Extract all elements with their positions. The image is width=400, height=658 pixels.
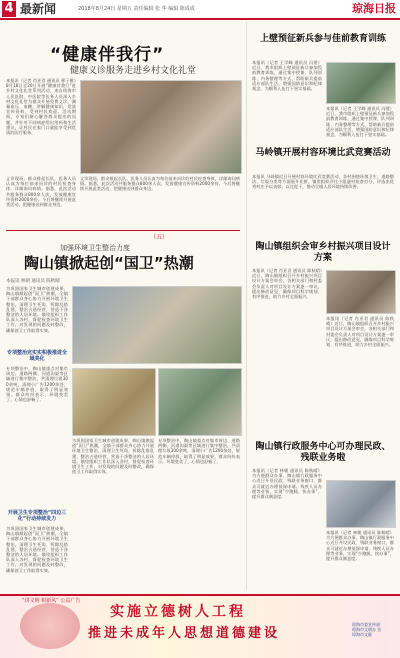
page-header — [0, 0, 400, 20]
article1-photo-main — [80, 80, 242, 174]
banner-issuer: 琼海市委宣传部 琼海市文明办 宣 琼海市文联 — [352, 622, 382, 637]
article6-body-2: 本报讯（记者 林朝 通讯员 陈秋晴）为方便群众办事，陶山镇行政服务中心近日开设民政、残联业务窗口，群众可就近办理低保申请、残疾人证办理等业务，实现“少跑腿、快办事”，提升群众满意度。 — [326, 530, 394, 562]
article6-body: 本报讯（记者 林朝 通讯员 陈秋晴）为方便群众办事，陶山镇行政服务中心近日开设民政、残联业务窗口，群众可就近办理低保申请、残疾人证办理等业务，实现“少跑腿、快办事”，提升群众满意度。 — [252, 468, 322, 500]
article2-tag: （五） — [150, 234, 169, 241]
article2-body-3: 为巩固国家卫生城市创建成果，陶山镇掀起创“国卫”热潮，全镇干部群众齐心协力开展环境卫生整治，清理卫生死角，拆除乱搭乱建，整治占道经营，营造干净整洁的人居环境。镇里组织工作队深入各村，督促检查环境卫生工作，对发现的问题及时整改，确保创卫工作取得实效。 — [72, 438, 154, 475]
article2-kicker: 加强环境卫生整治力度 — [60, 244, 130, 252]
article1-body-3: 义诊现场，群众排起长队，医务人员认真为每位前来问诊的村民检查身体，详细询问病情。据悉，此次活动共服务群众800余人次，发放健康宣传资料2000余份。今后将继续开展此类活动，把健康送到群众身边。 — [6, 176, 76, 208]
article2-body-5: 为巩固国家卫生城市创建成果，陶山镇掀起创“国卫”热潮，全镇干部群众齐心协力开展环境卫生整治，清理卫生死角，拆除乱搭乱建，整治占道经营，营造干净整洁的人居环境。镇里组织工作队深入各村，督促检查环境卫生工作，对发现的问题及时整改，确保创卫工作取得实效。 — [6, 526, 68, 573]
article6-title: 陶山镇行政服务中心可办理民政、残联业务啦 — [255, 442, 391, 463]
banner-graphic — [20, 603, 80, 649]
article2-body-2: 专项整治中，陶山镇重点对集市周边、道路两侧、河道沟渠等区域进行集中整治，共清理垃圾300余吨，清理小广告1200余处，规范车辆停放，取得了明显效果。群众纷纷表示，环境变美了，心情也舒畅了。 — [6, 366, 68, 403]
banner-seal-text: “讲文明 树新风” 公益广告 — [22, 598, 81, 604]
article3-body-2: 本报讯（记者 王学峰 通讯员 冯建）近日，我市组织上壁预征新兵参加役前教育训练，通过集中授课、队列训练、内务整理等方式，帮助新兵提前适应部队生活，增强国防意识和纪律观念，为顺利入伍打下坚实基础。 — [326, 106, 394, 138]
article4-body: 本报讯 马岭镇近日开展村容环境比武竞赛活动，各村围绕环境卫生、道路整洁、垃圾分类等方面展开比拼，镇里组织评比小组逐村检查打分，评选出优秀村庄予以表彰，以比促干，推动全镇人居环境持续改善。 — [252, 174, 394, 190]
divider — [6, 230, 240, 231]
article4-title: 马岭镇开展村容环境比武竞赛活动 — [255, 148, 391, 158]
article5-body-2: 本报讯（记者 肖亚君 通讯员 陈秋晴）近日，陶山镇组织召开乡村振兴项目设计方案会审会，各相关部门和村委会负责人对项目设计方案逐一审议，提出修改意见，确保项目科学规划、有序推进，助力乡村全面振兴。 — [326, 316, 394, 348]
article1-subtitle: 健康义诊服务走进乡村文化礼堂 — [70, 66, 197, 76]
article6-photo — [326, 480, 396, 528]
article2-body-4: 专项整治中，陶山镇重点对集市周边、道路两侧、河道沟渠等区域进行集中整治，共清理垃圾300余吨，清理小广告1200余处，规范车辆停放，取得了明显效果。群众纷纷表示，环境变美了，心情也舒畅了。 — [158, 438, 240, 464]
article5-title: 陶山镇组织会审乡村振兴项目设计方案 — [255, 242, 391, 263]
article5-body: 本报讯（记者 肖亚君 通讯员 陈秋晴）近日，陶山镇组织召开乡村振兴项目设计方案会审会，各相关部门和村委会负责人对项目设计方案逐一审议，提出修改意见，确保项目科学规划、有序推进，助力乡村全面振兴。 — [252, 268, 322, 300]
article2-photo-street — [72, 286, 242, 364]
article3-body: 本报讯（记者 王学峰 通讯员 冯建）近日，我市组织上壁预征新兵参加役前教育训练，通过集中授课、队列训练、内务整理等方式，帮助新兵提前适应部队生活，增强国防意识和纪律观念，为顺利入伍打下坚实基础。 — [252, 60, 322, 92]
header-meta: 2018年8月24日 星期五 责任编辑 张 华 编辑 陈成成 — [78, 6, 195, 12]
article2-byline: 本报讯 林朝 通讯员 陈秋晴 — [6, 279, 60, 284]
article2-subhead-1: 专项整治完实实积极推进全域美化 — [6, 350, 67, 362]
article2-photo-left — [72, 368, 156, 436]
article1-body-2: 义诊现场，群众排起长队，医务人员认真为每位前来问诊的村民检查身体，详细询问病情。据悉，此次活动共服务群众800余人次，发放健康宣传资料2000余份。今后将继续开展此类活动，把健康送到群众身边。 — [80, 176, 240, 192]
article2-title: 陶山镇掀起创“国卫”热潮 — [24, 254, 194, 272]
article3-title: 上壁预征新兵参与佳前教育训练 — [259, 34, 386, 44]
article5-photo — [326, 270, 396, 314]
banner-line-2: 推进未成年人思想道德建设 — [88, 626, 281, 641]
article1-body: 本报讯（记者 肖亚君 通讯员 邢子雅）8月18日至20日开展“健康伴我行”进乡村文化礼堂系列活动，来自琼海市人民医院、中医院等医务人员深入乡村文化礼堂为群众开展免费义诊，测量血压、血糖，讲解健康知识，发放宣传资料，受到村民欢迎。活动期间，专家们耐心解答群众提出的问题，并针对不同病症给出用药和生活建议，让村民在家门口就能享受到优质的医疗服务。 — [6, 78, 76, 136]
section-title: 最新闻 — [20, 2, 57, 16]
page-number: 4 — [2, 1, 16, 17]
article2-photo-right — [158, 368, 242, 436]
article3-photo — [326, 62, 396, 104]
article1-title: “健康伴我行” — [50, 45, 165, 65]
banner-line-1: 实施立德树人工程 — [110, 604, 246, 620]
article2-body: 为巩固国家卫生城市创建成果，陶山镇掀起创“国卫”热潮，全镇干部群众齐心协力开展环境卫生整治，清理卫生死角，拆除乱搭乱建，整治占道经营，营造干净整洁的人居环境。镇里组织工作队深入各村，督促检查环境卫生工作，对发现的问题及时整改，确保创卫工作取得实效。 — [6, 286, 68, 333]
column-divider — [246, 22, 247, 590]
newspaper-logo: 琼海日报 — [352, 2, 396, 15]
article2-subhead-2: 开展卫生专项整治“四边三化”行动持续发力 — [7, 510, 67, 522]
